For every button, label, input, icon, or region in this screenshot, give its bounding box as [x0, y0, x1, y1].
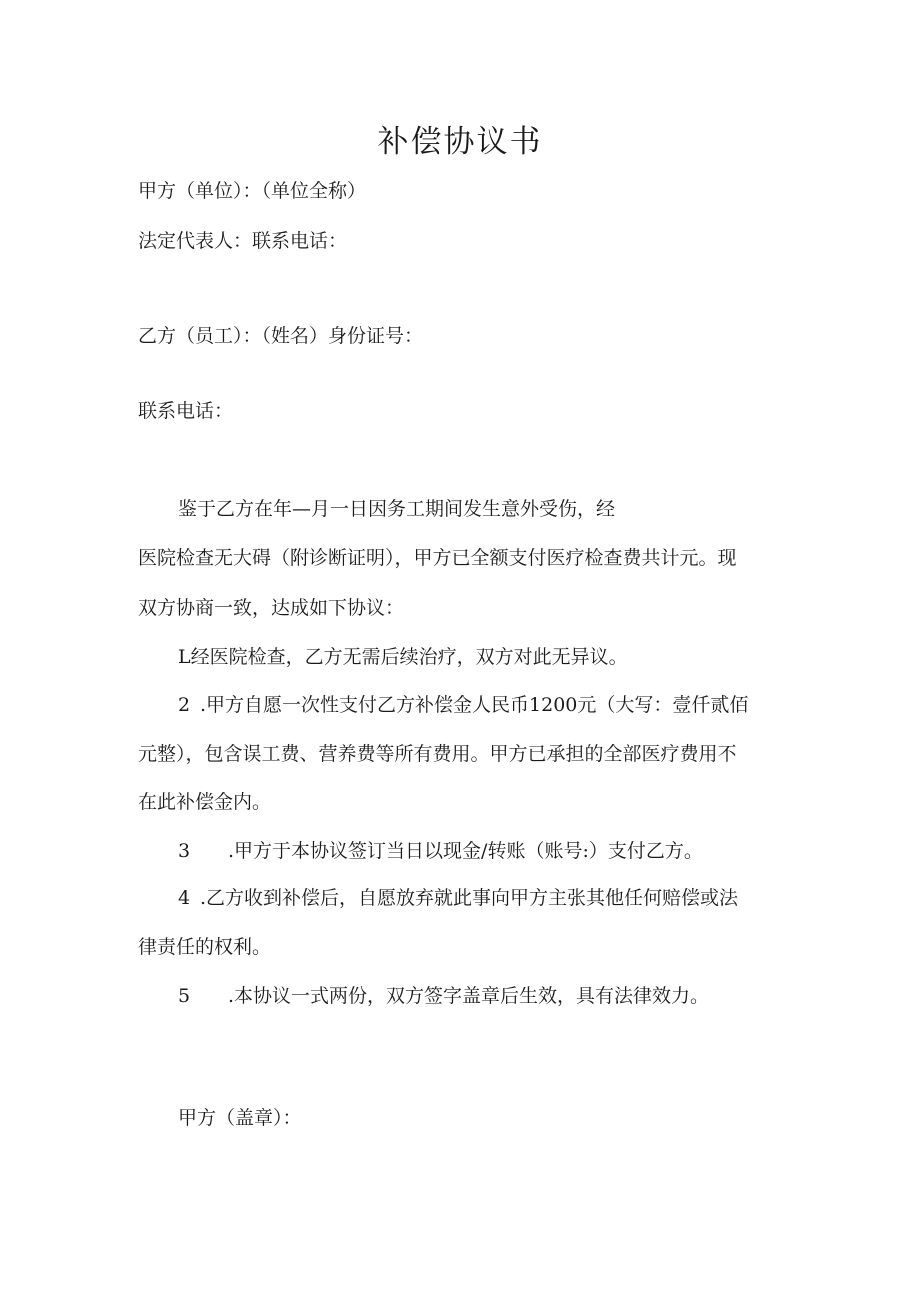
clause-4-text: .乙方收到补偿后，自愿放弃就此事向甲方主张其他任何赔偿或法 — [200, 887, 739, 909]
party-a-line: 甲方（单位）：（单位全称） — [138, 180, 367, 202]
clause-2-line-3: 在此补偿金内。 — [138, 791, 272, 813]
clause-2-line-2: 元整），包含误工费、营养费等所有费用。甲方已承担的全部医疗费用不 — [138, 743, 737, 765]
clause-2-text: .甲方自愿一次性支付乙方补偿金人民币1200元（大写：壹仟贰佰 — [200, 694, 749, 716]
party-a-seal-line: 甲方（盖章）： — [178, 1107, 302, 1129]
document-title: 补偿协议书 — [377, 124, 543, 160]
clause-5-text: .本协议一式两份，双方签字盖章后生效，具有法律效力。 — [228, 985, 710, 1007]
clause-1: L经医院检查，乙方无需后续治疗，双方对此无异议。 — [178, 646, 628, 668]
clause-2-line-1 — [178, 692, 748, 718]
clause-5-number: 5 — [178, 985, 191, 1007]
party-a-rep-line: 法定代表人：联系电话： — [138, 230, 348, 252]
clause-4-line-1 — [178, 885, 738, 911]
clause-2-number: 2 — [178, 694, 191, 716]
clause-3 — [178, 838, 703, 864]
clause-4-number: 4 — [178, 887, 191, 909]
clause-3-text: .甲方于本协议签订当日以现金/转账（账号:）支付乙方。 — [228, 840, 703, 862]
party-b-line: 乙方（员工）：（姓名）身份证号： — [138, 325, 424, 347]
party-b-phone-line: 联系电话： — [138, 400, 234, 422]
preamble-line-3: 双方协商一致，达成如下协议： — [138, 597, 405, 619]
clause-4-line-2: 律责任的权利。 — [138, 936, 272, 958]
clause-3-number: 3 — [178, 840, 191, 862]
preamble-line-1: 鉴于乙方在年—月一日因务工期间发生意外受伤，经 — [178, 498, 616, 520]
clause-5 — [178, 983, 709, 1009]
preamble-line-2: 医院检查无大碍（附诊断证明），甲方已全额支付医疗检查费共计元。现 — [138, 547, 737, 569]
